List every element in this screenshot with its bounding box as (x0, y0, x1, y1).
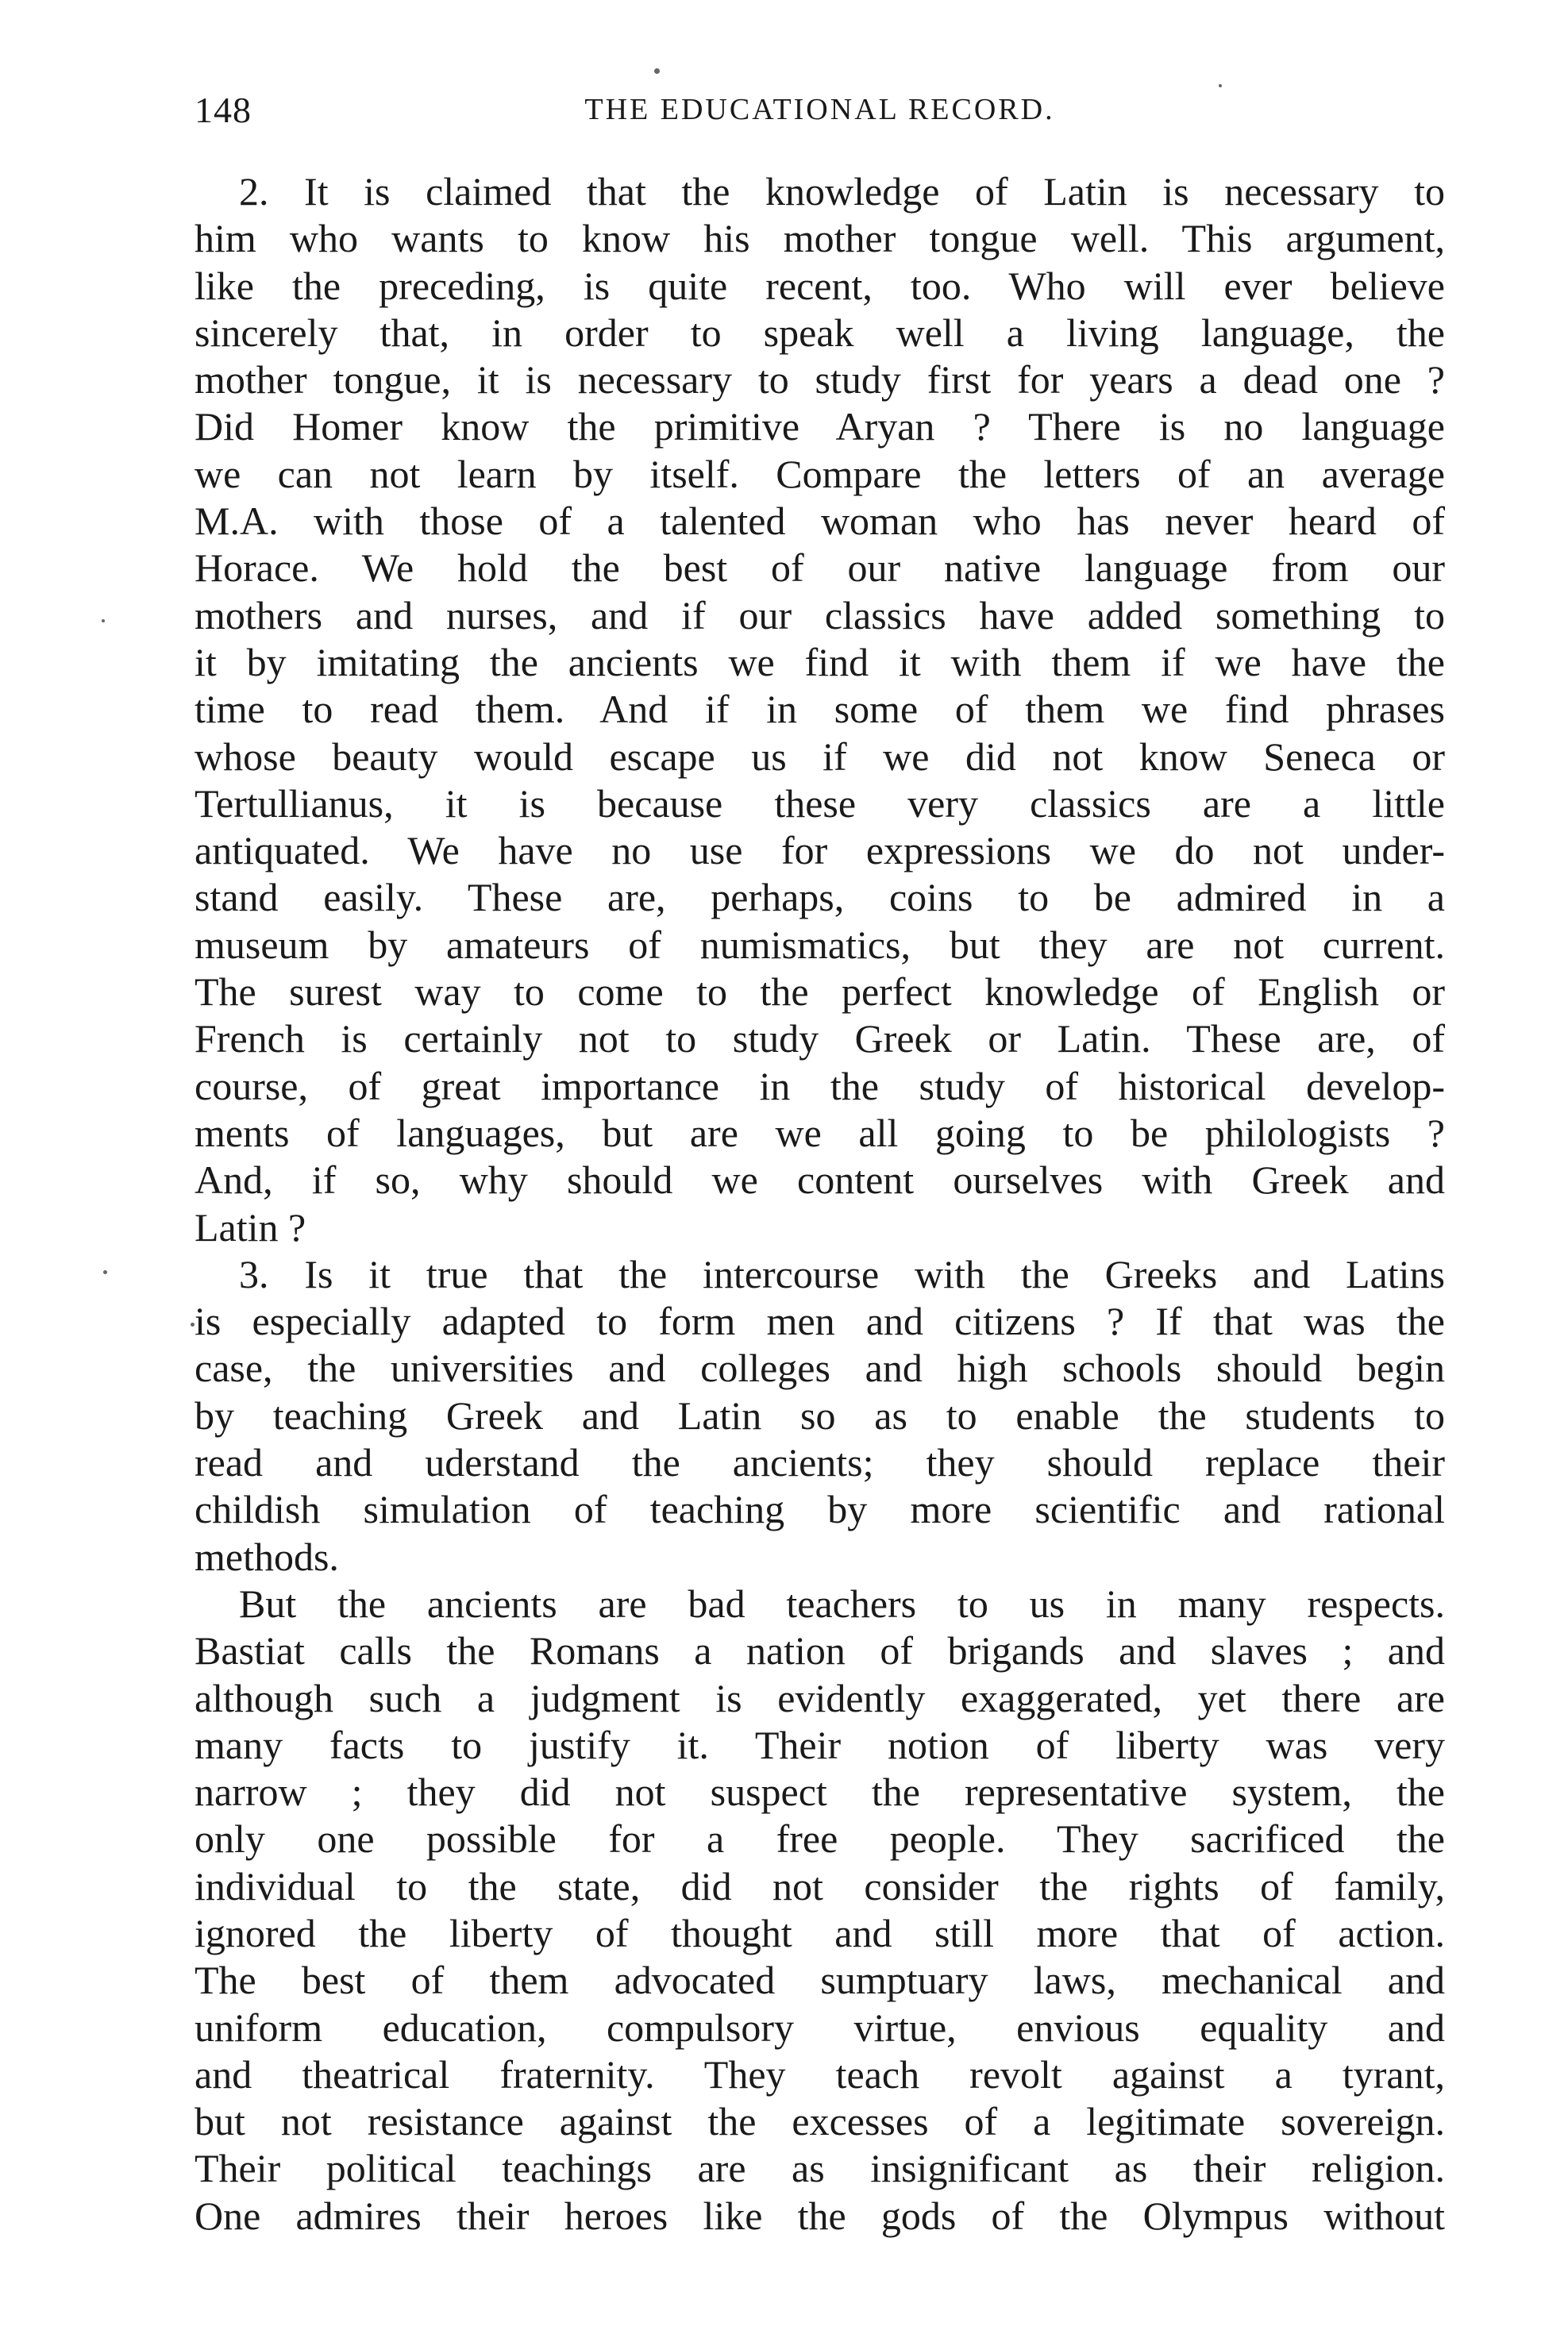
text-line: 2. It is claimed that the knowledge of Latin is necessary to (239, 169, 1445, 214)
text-line: read and uderstand the ancients; they should replace their (195, 1440, 1445, 1485)
text-line: case, the universities and colleges and high schools should begin (195, 1346, 1445, 1391)
page-number: 148 (195, 90, 252, 130)
text-line: him who wants to know his mother tongue well. This argument, (195, 216, 1445, 261)
text-line: uniform education, compulsory virtue, envious equality and (195, 2005, 1445, 2050)
print-speck (102, 619, 105, 622)
text-line: mother tongue, it is necessary to study first for years a dead one ? (195, 357, 1445, 403)
print-speck (191, 1323, 195, 1327)
text-line: although such a judgment is evidently exaggerated, yet there are (195, 1675, 1445, 1720)
text-line: The surest way to come to the perfect knowledge of English or (195, 969, 1445, 1015)
text-line: Tertullianus, it is because these very classics are a little (195, 780, 1445, 826)
text-line: and theatrical fraternity. They teach revolt against a tyrant, (195, 2051, 1445, 2097)
text-line: Bastiat calls the Romans a nation of brigands and slaves ; and (195, 1628, 1445, 1674)
text-line: many facts to justify it. Their notion of liberty was very (195, 1722, 1445, 1767)
text-line: Latin ? (195, 1204, 306, 1250)
text-line: stand easily. These are, perhaps, coins to be admired in a (195, 875, 1445, 920)
text-line: Did Homer know the primitive Aryan ? There is no language (195, 404, 1445, 449)
text-line: but not resistance against the excesses of a legitimate sovereign. (195, 2099, 1445, 2144)
text-line: course, of great importance in the study of historical develop- (195, 1063, 1445, 1108)
text-line: is especially adapted to form men and citizens ? If that was the (195, 1299, 1445, 1344)
text-line: Their political teachings are as insignificant as their religion. (195, 2146, 1445, 2191)
text-line: 3. Is it true that the intercourse with the Greeks and Latins (239, 1251, 1445, 1296)
print-speck (654, 68, 660, 74)
text-line: M.A. with those of a talented woman who has never heard of (195, 499, 1445, 544)
text-line: sincerely that, in order to speak well a living language, the (195, 310, 1445, 355)
text-line: only one possible for a free people. They sacrificed the (195, 1816, 1445, 1862)
print-speck (1219, 84, 1222, 87)
text-line: The best of them advocated sumptuary laws, mechanical and (195, 1958, 1445, 2003)
text-line: methods. (195, 1534, 339, 1579)
text-line: whose beauty would escape us if we did not know Seneca or (195, 734, 1445, 779)
body-text (195, 168, 1445, 2240)
text-line: museum by amateurs of numismatics, but they are not current. (195, 922, 1445, 967)
text-line: ignored the liberty of thought and still more that of action. (195, 1910, 1445, 1955)
text-line: childish simulation of teaching by more scientific and rational (195, 1487, 1445, 1532)
running-title: THE EDUCATIONAL RECORD. (584, 93, 1055, 126)
text-line: narrow ; they did not suspect the representative system, the (195, 1770, 1445, 1815)
text-line: individual to the state, did not consider the rights of family, (195, 1863, 1445, 1909)
text-line: One admires their heroes like the gods of the Olympus without (195, 2193, 1445, 2238)
text-line: Horace. We hold the best of our native language from our (195, 545, 1445, 591)
text-line: by teaching Greek and Latin so as to enable the students to (195, 1392, 1445, 1438)
text-line: And, if so, why should we content ourselves with Greek and (195, 1157, 1445, 1203)
text-line: French is certainly not to study Greek or Latin. These are, of (195, 1016, 1445, 1061)
page-header (195, 89, 1445, 144)
text-line: it by imitating the ancients we find it with them if we have the (195, 639, 1445, 684)
text-line: time to read them. And if in some of them we find phrases (195, 687, 1445, 732)
text-line: mothers and nurses, and if our classics have added something to (195, 592, 1445, 637)
text-line: like the preceding, is quite recent, too. Who will ever believe (195, 263, 1445, 308)
text-line: we can not learn by itself. Compare the letters of an average (195, 451, 1445, 496)
text-line: ments of languages, but are we all going to be philologists ? (195, 1110, 1445, 1155)
text-line: But the ancients are bad teachers to us in many respects. (239, 1581, 1445, 1626)
text-line: antiquated. We have no use for expressions we do not under- (195, 828, 1445, 873)
print-speck (103, 1270, 107, 1274)
